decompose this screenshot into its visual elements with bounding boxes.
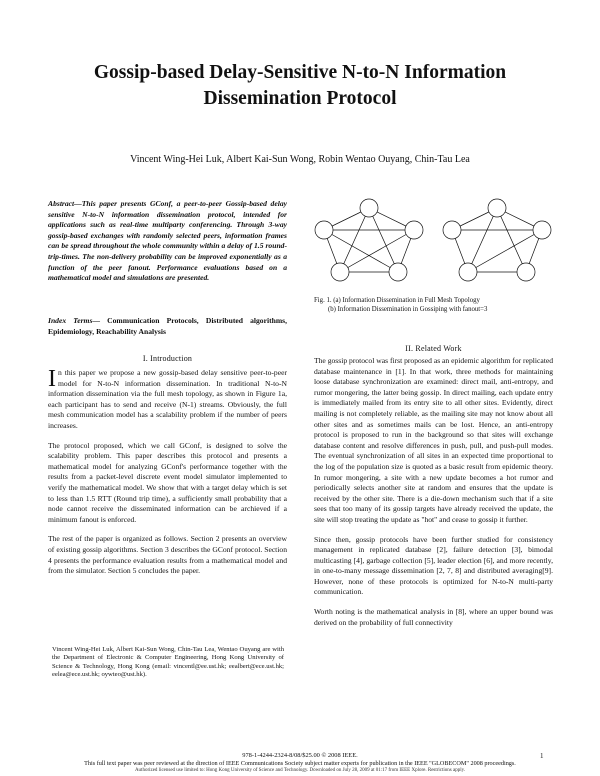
- figure-caption-line-1: Fig. 1. (a) Information Dissemination in Full Mesh Topology: [314, 297, 480, 304]
- figure-1-caption: [314, 296, 553, 314]
- full-mesh-diagram: [315, 199, 423, 281]
- index-terms: Index Terms— Communication Protocols, Distributed algorithms, Epidemiology, Reachability Analysis: [48, 316, 287, 336]
- figure-1-diagram: [308, 196, 558, 286]
- related-paragraph-2: Since then, gossip protocols have been further studied for consistency management in replicated database [2], failure detection [3], bimodal multicasting [4], garbage collection [5], leader election [6], and more recently, in one-to-many message dissemination [2, 7, 8] and distributed averaging[9]. However, none of these protocols is optimized for N-to-N multi-party communication.: [314, 534, 553, 597]
- related-paragraph-1: The gossip protocol was first proposed as an epidemic algorithm for replicated database maintenance in [1]. In that work, three methods for maintaining loose database synchronization are examined: direct mail, anti-entropy, and rumor mongering, the latter being gossip. In direct mailing, each update entry is immediately mailed from its entry site to all other sites. Evidently, direct mailing is not completely reliable, as the mailing site may not know about all other sites and as sometimes mails can be lost. Hence, an anti-entropy protocol is proposed to run in the background so that sites will exchange database content and resolve differences in push, pull, and push-pull modes. The eventual synchronization of all sites in an expected time proportional to the log of the population size is quoted as a basic result from epidemic theory. In rumor mongering, a site with a new update becomes a hot rumor and periodically selects another site at random and ensures that the update is received by the other site. There is a die-down mechanism such that if a site sees that too many of its gossip targets have already received the update, the site will stop treating the update as "hot" and cease to gossip it further.: [314, 356, 553, 524]
- author-footnote: Vincent Wing-Hei Luk, Albert Kai-Sun Wong, Chin-Tau Lea, Wentao Ouyang are with the Department of Electronic & Computer Engineering, Hong Kong University of Science & Technology, Hong Kong (email: vincentl@ee.ust.hk; eealbert@ece.ust.hk; eelea@ece.ust.hk; oywteo@ust.hk).: [52, 646, 284, 679]
- abstract-lead: Abstract: [48, 199, 75, 208]
- intro-paragraph-2: The protocol proposed, which we call GConf, is designed to solve the scalability problem. This paper describes this protocol and presents a mathematical model for analyzing GConf's performance together with the results from a packet-level discrete event model simulator implemented to verify the mathematical model. We show that with a target delay which is set to less than 1.5 RTT (Round trip time), a sufficiently small probability that a node cannot receive the disseminated information can be archieved if a minimum fanout is enforced.: [48, 440, 287, 524]
- footer-peer-review-note: This full text paper was peer reviewed at the direction of IEEE Communications Society subject matter experts for publication in the IEEE "GLOBECOM" 2008 proceedings.: [84, 760, 516, 767]
- intro-paragraph-1-text: n this paper we propose a new gossip-based delay sensitive peer-to-peer model for N-to-N information dissemination. In traditional N-to-N information dissemination via the full mesh topology, as shown in Figure 1a, each participant has to send and receive (N-1) streams. Obviously, the full mesh communication model has a scalability problem if the number of peers increases.: [48, 368, 287, 430]
- section-heading-introduction: I. Introduction: [142, 354, 193, 363]
- footer-isbn: 978-1-4244-2324-8/08/$25.00 © 2008 IEEE.: [242, 752, 358, 759]
- footer-license-note: Authorized licensed use limited to: Hong Kong University of Science and Technology. Downloaded on July 28, 2009 at 01:17 from IEEE Xplore. Restrictions apply.: [134, 768, 466, 773]
- abstract-text: This paper presents GConf, a peer-to-peer Gossip-based delay sensitive N-to-N information dissemination protocol, intended for applications such as real-time multiparty conferencing. Through 3-way gossip-based exchanges with randomly selected peers, information frames can be spread throughout the whole community within a delay of 1.5 round-trip-times. The non-delivery probability can be improved exponentially as a function of the peer fanout. Performance evaluations based on a mathematical model and simulations are presented.: [48, 199, 287, 283]
- figure-caption-line-2: (b) Information Dissemination in Gossiping with fanout=3: [328, 306, 488, 313]
- paper-title: Gossip-based Delay-Sensitive N-to-N Information Dissemination Protocol: [93, 62, 507, 109]
- gossip-diagram: [443, 199, 551, 281]
- intro-paragraph-3: The rest of the paper is organized as follows. Section 2 presents an overview of existing gossip algorithms. Section 3 describes the GConf protocol. Section 4 presents the performance evaluation results from a mathematical model and from the simulator. Section 5 concludes the paper.: [48, 534, 287, 576]
- author-list: Vincent Wing-Hei Luk, Albert Kai-Sun Wong, Robin Wentao Ouyang, Chin-Tau Lea: [130, 154, 470, 165]
- related-paragraph-3: Worth noting is the mathematical analysis in [8], where an upper bound was derived on the probability of full connectivity: [314, 607, 553, 627]
- intro-paragraph-1: [48, 368, 287, 432]
- page-number: 1: [540, 752, 544, 760]
- introduction-body: [48, 368, 287, 586]
- index-terms-lead: Index Terms: [48, 316, 93, 325]
- section-heading-related-work: II. Related Work: [405, 344, 462, 353]
- related-work-body: [314, 356, 553, 637]
- abstract: Abstract—This paper presents GConf, a peer-to-peer Gossip-based delay sensitive N-to-N information dissemination protocol, intended for applications such as real-time multiparty conferencing. Through 3-way gossip-based exchanges with randomly selected peers, information frames can be spread throughout the whole community within a delay of 1.5 round-trip-times. The non-delivery probability can be improved exponentially as a function of the peer fanout. Performance evaluations based on a mathematical model and simulations are presented.: [48, 199, 287, 283]
- drop-cap: I: [48, 366, 56, 392]
- index-terms-text: Communication Protocols, Distributed algorithms, Epidemiology, Reachability Analysis: [48, 316, 287, 336]
